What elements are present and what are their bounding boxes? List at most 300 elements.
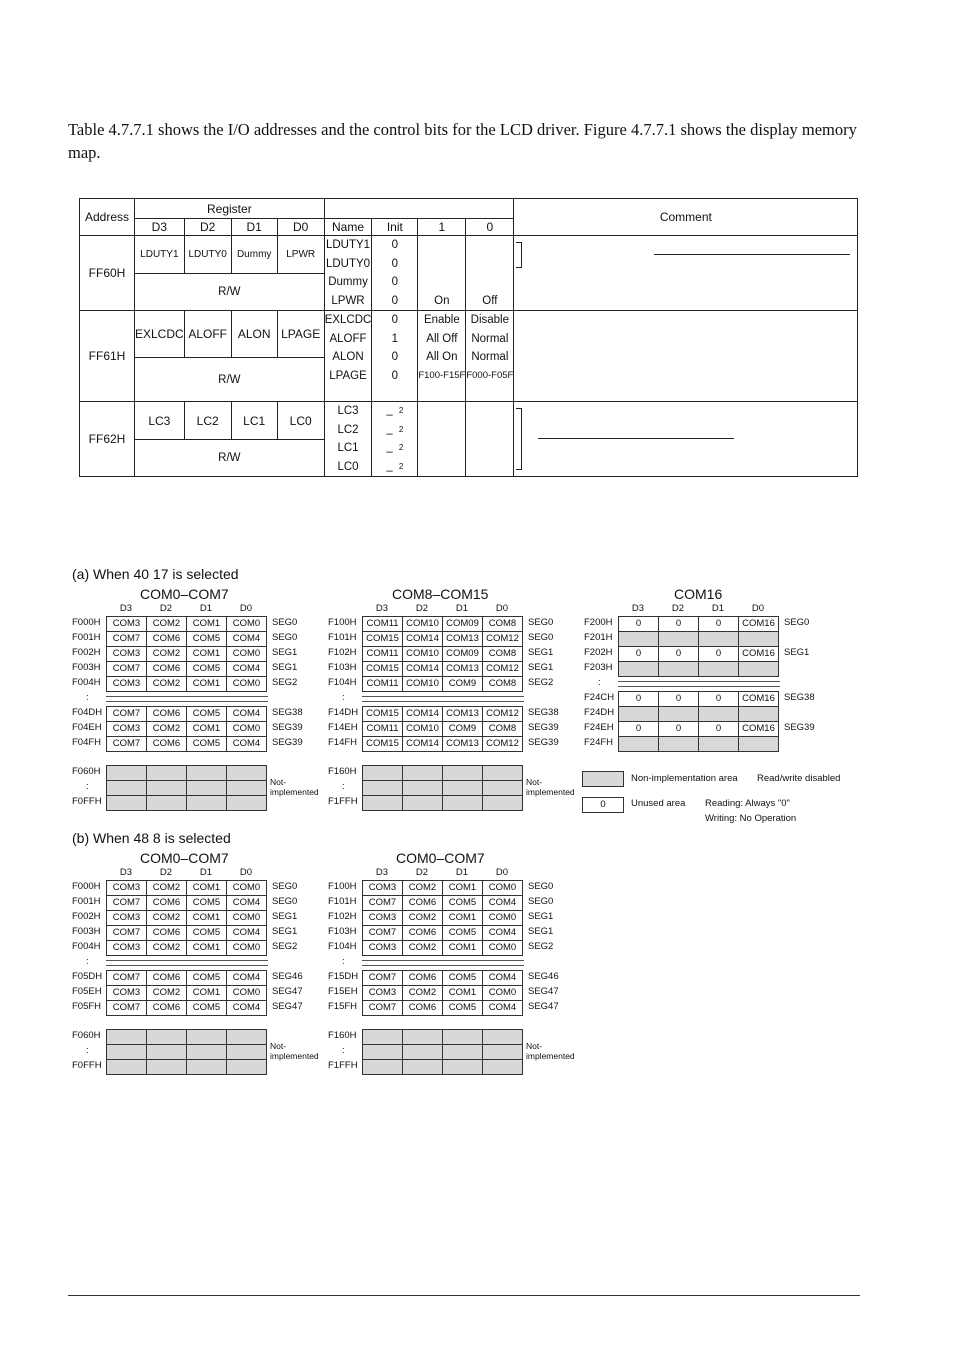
map-cell: COM0: [226, 616, 267, 632]
bit-column-header: D0: [495, 867, 509, 878]
map-address: F1FFH: [328, 1060, 358, 1071]
map-cell: COM6: [402, 925, 443, 941]
not-implemented-cell: [146, 1044, 187, 1060]
not-implemented-cell: [146, 795, 187, 811]
map-address: :: [342, 692, 345, 703]
legend-unused-label: Unused area: [631, 798, 686, 809]
map-address: F24FH: [584, 737, 614, 748]
segment-label: SEG46: [272, 971, 303, 982]
map-cell: COM4: [482, 1000, 523, 1016]
map-address: F24DH: [584, 707, 615, 718]
map-address: :: [342, 956, 345, 967]
not-implemented-cell: [482, 795, 523, 811]
one-ff61: Enable All Off All On F100-F15F: [418, 311, 466, 402]
map-cell: COM14: [402, 661, 443, 677]
segment-label: SEG0: [272, 632, 298, 643]
zero-ff61: Disable Normal Normal F000-F05F: [466, 311, 514, 402]
not-implemented-text: Not-: [270, 1041, 287, 1051]
map-cell: COM6: [402, 970, 443, 986]
segment-label: SEG1: [272, 647, 298, 658]
map-cell: COM3: [106, 646, 147, 662]
bit-column-header: D3: [631, 603, 645, 614]
map-cell: COM0: [226, 940, 267, 956]
map-cell: COM4: [226, 631, 267, 647]
not-implemented-cell: [402, 1059, 443, 1075]
not-implemented-text: Not-: [526, 777, 543, 787]
map-cell: COM2: [402, 910, 443, 926]
map-cell: COM6: [146, 970, 187, 986]
map-cell: [738, 706, 779, 722]
map-cell: COM12: [482, 736, 523, 752]
map-address: F001H: [72, 632, 101, 643]
map-cell: COM13: [442, 736, 483, 752]
map-cell: COM5: [186, 895, 227, 911]
map-address: F004H: [72, 941, 101, 952]
map-cell: COM1: [442, 985, 483, 1001]
map-cell: [738, 631, 779, 647]
not-implemented-cell: [362, 1029, 403, 1045]
not-implemented-cell: [106, 795, 147, 811]
map-cell: COM0: [226, 985, 267, 1001]
bit-column-header: D2: [415, 603, 429, 614]
map-cell: COM3: [362, 985, 403, 1001]
map-address: :: [342, 1045, 345, 1056]
map-cell: COM7: [106, 1000, 147, 1016]
bit-lduty1: LDUTY1: [135, 236, 185, 274]
map-cell: 0: [618, 616, 659, 632]
map-cell: COM0: [226, 676, 267, 692]
memory-map-map-a-1: [328, 586, 588, 836]
legend-na-label: Non-implementation area: [631, 773, 738, 784]
legend-na-rw: Read/write disabled: [757, 773, 841, 784]
not-implemented-text: implemented: [270, 787, 319, 797]
map-cell: 0: [658, 691, 699, 707]
segment-label: SEG39: [272, 722, 303, 733]
map-cell: COM1: [186, 910, 227, 926]
not-implemented-cell: [186, 1044, 227, 1060]
address-ff61: FF61H: [80, 311, 135, 402]
map-cell: COM0: [226, 880, 267, 896]
not-implemented-cell: [362, 1044, 403, 1060]
not-implemented-cell: [442, 1029, 483, 1045]
not-implemented-text: implemented: [526, 787, 575, 797]
segment-label: SEG38: [272, 707, 303, 718]
segment-label: SEG2: [272, 941, 298, 952]
map-address: F14FH: [328, 737, 358, 748]
bit-header-d3: D3: [135, 219, 185, 236]
map-cell: COM0: [482, 985, 523, 1001]
map-cell: COM2: [146, 940, 187, 956]
not-implemented-cell: [106, 1059, 147, 1075]
map-cell: COM10: [402, 616, 443, 632]
map-cell: 0: [658, 616, 699, 632]
map-cell: COM3: [106, 721, 147, 737]
map-cell: COM09: [442, 616, 483, 632]
map-address: F15DH: [328, 971, 359, 982]
map-address: F24CH: [584, 692, 615, 703]
map-cell: COM2: [146, 676, 187, 692]
map-cell: COM7: [362, 895, 403, 911]
map-address: F203H: [584, 662, 613, 673]
map-cell: COM2: [146, 910, 187, 926]
map-cell: COM14: [402, 631, 443, 647]
bit-header-d1: D1: [231, 219, 277, 236]
map-cell: COM2: [146, 721, 187, 737]
address-ff62: FF62H: [80, 402, 135, 477]
map-cell: COM5: [186, 970, 227, 986]
not-implemented-cell: [402, 795, 443, 811]
map-cell: COM1: [186, 940, 227, 956]
map-address: F000H: [72, 617, 101, 628]
map-cell: 0: [698, 691, 739, 707]
bit-column-header: D1: [199, 867, 213, 878]
map-address: F04FH: [72, 737, 102, 748]
map-cell: COM7: [106, 706, 147, 722]
map-cell: COM6: [146, 661, 187, 677]
bit-column-header: D2: [671, 603, 685, 614]
map-cell: COM1: [186, 676, 227, 692]
map-cell: COM3: [106, 616, 147, 632]
not-implemented-cell: [186, 765, 227, 781]
map-cell: COM2: [402, 940, 443, 956]
map-cell: COM5: [186, 736, 227, 752]
map-cell: COM4: [226, 706, 267, 722]
map-cell: COM0: [226, 646, 267, 662]
map-cell: [698, 661, 739, 677]
map-cell: COM6: [146, 736, 187, 752]
map-cell: COM4: [226, 1000, 267, 1016]
not-implemented-cell: [226, 1059, 267, 1075]
not-implemented-cell: [442, 795, 483, 811]
not-implemented-cell: [482, 765, 523, 781]
names-ff62: LC3 LC2 LC1 LC0: [324, 402, 372, 477]
map-address: F14EH: [328, 722, 358, 733]
not-implemented-label: [270, 777, 319, 797]
map-cell: COM11: [362, 676, 403, 692]
one-ff60: On: [418, 236, 466, 311]
map-cell: COM1: [186, 616, 227, 632]
map-cell: 0: [618, 691, 659, 707]
map-cell: COM16: [738, 616, 779, 632]
map-cell: COM2: [146, 880, 187, 896]
not-implemented-cell: [186, 780, 227, 796]
map-cell: COM10: [402, 646, 443, 662]
one-ff62: [418, 402, 466, 477]
bit-column-header: D2: [159, 603, 173, 614]
not-implemented-cell: [106, 1029, 147, 1045]
map-cell: COM0: [482, 880, 523, 896]
map-cell: COM1: [186, 721, 227, 737]
map-title: COM0–COM7: [140, 850, 229, 866]
map-address: F201H: [584, 632, 613, 643]
map-cell: COM14: [402, 736, 443, 752]
map-address: F102H: [328, 911, 357, 922]
map-address: F15EH: [328, 986, 358, 997]
segment-label: SEG0: [272, 617, 298, 628]
map-cell: COM0: [226, 910, 267, 926]
map-address: F060H: [72, 1030, 101, 1041]
bit-column-header: D3: [119, 867, 133, 878]
not-implemented-cell: [362, 765, 403, 781]
map-cell: COM5: [186, 631, 227, 647]
segment-label: SEG0: [784, 617, 810, 628]
map-cell: COM5: [186, 1000, 227, 1016]
break-mark: [106, 960, 268, 966]
map-cell: COM5: [442, 895, 483, 911]
memory-map-map-b-0: [72, 850, 332, 1100]
rw-ff60: R/W: [135, 273, 325, 311]
map-cell: [618, 706, 659, 722]
not-implemented-cell: [186, 795, 227, 811]
map-cell: COM11: [362, 721, 403, 737]
break-mark: [362, 960, 524, 966]
segment-label: SEG39: [528, 737, 559, 748]
bit-lc3: LC3: [135, 402, 185, 440]
map-cell: COM1: [442, 940, 483, 956]
segment-label: SEG1: [272, 662, 298, 673]
map-address: F05DH: [72, 971, 103, 982]
address-header: Address: [80, 199, 135, 236]
map-cell: COM9: [442, 676, 483, 692]
segment-label: SEG39: [272, 737, 303, 748]
not-implemented-text: Not-: [270, 777, 287, 787]
map-cell: COM13: [442, 661, 483, 677]
map-cell: COM1: [186, 880, 227, 896]
not-implemented-cell: [362, 795, 403, 811]
bit-header-d0: D0: [277, 219, 324, 236]
zero-ff60: Off: [466, 236, 514, 311]
segment-label: SEG2: [528, 941, 554, 952]
bit-alon: ALON: [231, 311, 277, 358]
map-address: F15FH: [328, 1001, 358, 1012]
map-cell: COM1: [442, 910, 483, 926]
map-cell: COM6: [146, 631, 187, 647]
not-implemented-cell: [146, 1029, 187, 1045]
map-cell: COM6: [402, 1000, 443, 1016]
segment-label: SEG1: [528, 662, 554, 673]
not-implemented-cell: [226, 780, 267, 796]
not-implemented-text: implemented: [526, 1051, 575, 1061]
not-implemented-label: [526, 777, 575, 797]
legend-reading: Reading: Always "0": [705, 798, 790, 809]
map-title: COM0–COM7: [396, 850, 485, 866]
map-cell: COM3: [362, 910, 403, 926]
map-address: :: [86, 1045, 89, 1056]
map-cell: COM6: [146, 895, 187, 911]
map-cell: COM4: [482, 970, 523, 986]
map-address: :: [342, 781, 345, 792]
map-cell: COM7: [106, 970, 147, 986]
not-implemented-label: [526, 1041, 575, 1061]
not-implemented-cell: [442, 765, 483, 781]
map-cell: COM4: [226, 661, 267, 677]
rw-ff61: R/W: [135, 358, 325, 402]
legend-writing: Writing: No Operation: [705, 813, 797, 824]
rw-ff62: R/W: [135, 440, 325, 477]
not-implemented-cell: [362, 1059, 403, 1075]
names-ff60: LDUTY1 LDUTY0 Dummy LPWR: [324, 236, 372, 311]
map-cell: COM12: [482, 661, 523, 677]
map-address: F1FFH: [328, 796, 358, 807]
segment-label: SEG0: [528, 617, 554, 628]
map-address: :: [86, 781, 89, 792]
map-address: F05FH: [72, 1001, 102, 1012]
map-cell: COM9: [442, 721, 483, 737]
not-implemented-cell: [442, 1059, 483, 1075]
segment-label: SEG0: [272, 896, 298, 907]
not-implemented-cell: [402, 1029, 443, 1045]
map-title: COM16: [674, 586, 723, 602]
names-ff61: EXLCDC ALOFF ALON LPAGE: [324, 311, 372, 402]
not-implemented-cell: [362, 780, 403, 796]
not-implemented-cell: [186, 1059, 227, 1075]
not-implemented-cell: [442, 1044, 483, 1060]
map-address: F004H: [72, 677, 101, 688]
init-header: Init: [372, 219, 418, 236]
map-cell: COM16: [738, 646, 779, 662]
not-implemented-text: Not-: [526, 1041, 543, 1051]
bit-column-header: D0: [239, 603, 253, 614]
comment-header: Comment: [514, 199, 858, 236]
segment-label: SEG46: [528, 971, 559, 982]
segment-label: SEG1: [784, 647, 810, 658]
memory-map-map-a-0: [72, 586, 332, 836]
map-cell: COM16: [738, 691, 779, 707]
map-address: F103H: [328, 662, 357, 673]
not-implemented-cell: [482, 780, 523, 796]
map-cell: COM09: [442, 646, 483, 662]
map-cell: COM13: [442, 631, 483, 647]
map-address: F14DH: [328, 707, 359, 718]
map-cell: COM14: [402, 706, 443, 722]
bit-lc0: LC0: [277, 402, 324, 440]
map-address: F160H: [328, 1030, 357, 1041]
not-implemented-cell: [402, 765, 443, 781]
map-address: F001H: [72, 896, 101, 907]
bit-column-header: D1: [455, 603, 469, 614]
map-cell: COM4: [226, 736, 267, 752]
map-cell: COM16: [738, 721, 779, 737]
map-address: F000H: [72, 881, 101, 892]
not-implemented-cell: [106, 1044, 147, 1060]
map-cell: COM7: [362, 970, 403, 986]
map-cell: COM5: [186, 661, 227, 677]
map-cell: COM5: [442, 970, 483, 986]
map-cell: [658, 631, 699, 647]
map-cell: COM5: [442, 1000, 483, 1016]
map-cell: COM8: [482, 676, 523, 692]
map-cell: COM8: [482, 646, 523, 662]
map-cell: COM10: [402, 721, 443, 737]
bit-header-d2: D2: [184, 219, 231, 236]
footer-rule: [68, 1295, 860, 1296]
map-cell: COM8: [482, 721, 523, 737]
map-cell: COM6: [146, 706, 187, 722]
bit-column-header: D0: [751, 603, 765, 614]
register-header: Register: [135, 199, 325, 219]
map-cell: COM3: [106, 880, 147, 896]
map-cell: COM1: [442, 880, 483, 896]
not-implemented-cell: [402, 1044, 443, 1060]
segment-label: SEG47: [272, 1001, 303, 1012]
map-cell: COM0: [482, 940, 523, 956]
map-cell: COM1: [186, 985, 227, 1001]
register-table: [79, 198, 858, 477]
map-cell: COM7: [106, 925, 147, 941]
map-cell: COM5: [186, 925, 227, 941]
map-address: F003H: [72, 662, 101, 673]
segment-label: SEG38: [784, 692, 815, 703]
map-a-label: (a) When 40 17 is selected: [72, 566, 239, 582]
bit-lpage: LPAGE: [277, 311, 324, 358]
bit-lc1: LC1: [231, 402, 277, 440]
intro-paragraph: Table 4.7.7.1 shows the I/O addresses and the control bits for the LCD driver. Figure 4.7.7.1 shows the display memory map.: [68, 120, 857, 162]
not-implemented-cell: [482, 1044, 523, 1060]
bit-column-header: D1: [711, 603, 725, 614]
bit-column-header: D0: [495, 603, 509, 614]
map-address: F101H: [328, 896, 357, 907]
init-ff62: – $^2$ – $^2$ – $^2$ – $^2$: [372, 402, 418, 477]
map-cell: COM5: [186, 706, 227, 722]
map-cell: COM8: [482, 616, 523, 632]
map-cell: 0: [618, 721, 659, 737]
map-cell: COM3: [106, 940, 147, 956]
legend-zero-swatch: 0: [582, 797, 624, 813]
segment-label: SEG0: [528, 896, 554, 907]
map-cell: COM12: [482, 706, 523, 722]
segment-label: SEG0: [272, 881, 298, 892]
map-cell: [698, 706, 739, 722]
map-cell: COM2: [146, 985, 187, 1001]
bit-column-header: D1: [455, 867, 469, 878]
map-cell: COM2: [402, 985, 443, 1001]
not-implemented-cell: [146, 765, 187, 781]
map-cell: COM4: [482, 895, 523, 911]
bit-lc2: LC2: [184, 402, 231, 440]
map-cell: COM3: [362, 880, 403, 896]
map-address: :: [598, 677, 601, 688]
bit-lpwr: LPWR: [277, 236, 324, 274]
zero-ff62: [466, 402, 514, 477]
map-cell: [618, 631, 659, 647]
segment-label: SEG2: [528, 677, 554, 688]
comment-ff60: [514, 236, 858, 311]
one-header: 1: [418, 219, 466, 236]
segment-label: SEG2: [272, 677, 298, 688]
map-cell: COM7: [106, 736, 147, 752]
break-mark: [106, 696, 268, 702]
map-cell: [698, 736, 739, 752]
map-cell: COM0: [226, 721, 267, 737]
not-implemented-cell: [106, 765, 147, 781]
map-cell: COM7: [362, 925, 403, 941]
break-mark: [618, 681, 780, 687]
segment-label: SEG38: [528, 707, 559, 718]
map-cell: 0: [698, 721, 739, 737]
address-ff60: FF60H: [80, 236, 135, 311]
map-title: COM0–COM7: [140, 586, 229, 602]
bit-column-header: D0: [239, 867, 253, 878]
segment-label: SEG0: [528, 881, 554, 892]
map-cell: COM3: [106, 985, 147, 1001]
map-cell: COM6: [402, 895, 443, 911]
map-address: F24EH: [584, 722, 614, 733]
map-address: F003H: [72, 926, 101, 937]
map-cell: COM15: [362, 631, 403, 647]
not-implemented-cell: [482, 1029, 523, 1045]
map-cell: COM10: [402, 676, 443, 692]
not-implemented-cell: [226, 1044, 267, 1060]
